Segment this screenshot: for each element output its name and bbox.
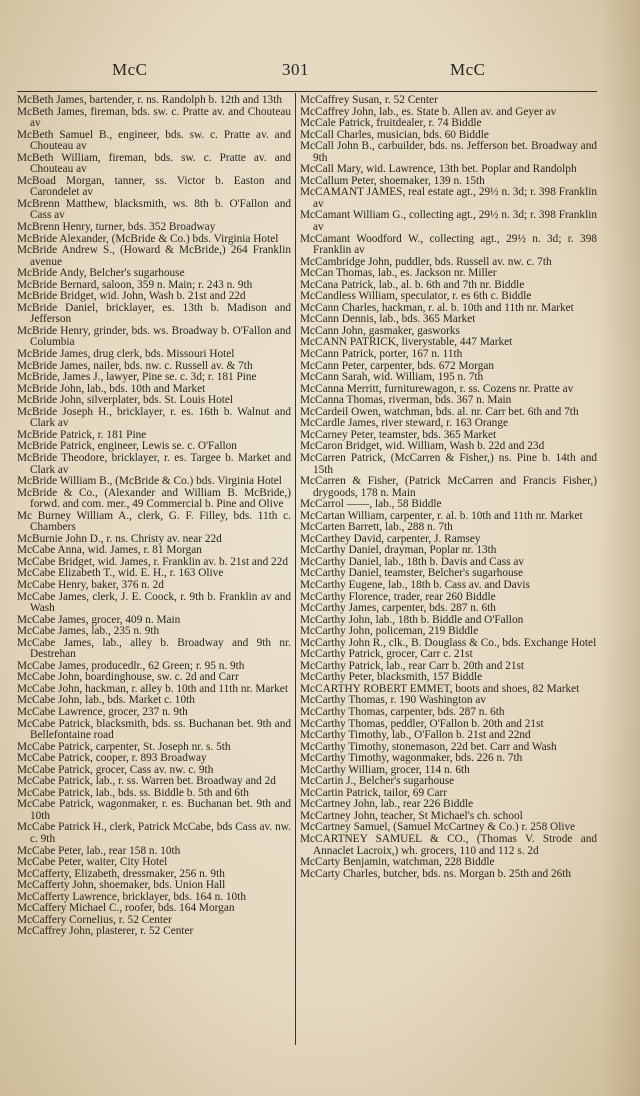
directory-entry: McBride James, nailer, bds. nw. c. Russell av. & 7th [17, 359, 253, 372]
directory-entry: McCandless William, speculator, r. es 6th c. Biddle [300, 290, 532, 303]
directory-entry: McCabe Patrick, cooper, r. 893 Broadway [17, 752, 207, 765]
directory-entry: McCarthy Florence, trader, rear 260 Biddle [300, 590, 496, 603]
directory-entry: McCANN PATRICK, liverystable, 447 Market [300, 336, 513, 349]
directory-entry: McCabe James, clerk, J. E. Coock, r. 9th b. Franklin av and Wash [17, 590, 291, 615]
directory-entry: McCarren Patrick, (McCarren & Fisher,) ns. Pine b. 14th and 15th [300, 451, 597, 476]
directory-entry: McCartin J., Belcher's sugarhouse [300, 775, 455, 788]
directory-entry: McCarthy Timothy, lab., O'Fallon b. 21st and 22nd [300, 729, 531, 742]
directory-entry: McCall Mary, wid. Lawrence, 13th bet. Poplar and Randolph [300, 163, 577, 176]
directory-entry: McCabe James, producedlr., 62 Green; r. 95 n. 9th [17, 659, 245, 672]
directory-entry: McCanna Thomas, riverman, bds. 367 n. Main [300, 394, 512, 407]
directory-entry: McBride & Co., (Alexander and William B. McBride,) forwd. and com. mer., 49 Commercial b. Pine and Olive [17, 486, 291, 511]
directory-entry: McCarthy Timothy, stonemason, 22d bet. Carr and Wash [300, 740, 557, 753]
directory-entry: McCARTHY ROBERT EMMET, boots and shoes, 82 Market [300, 682, 580, 695]
directory-entry: McCann Peter, carpenter, bds. 672 Morgan [300, 359, 495, 372]
directory-entry: McBrenn Matthew, blacksmith, ws. 8th b. O'Fallon and Cass av [17, 197, 291, 222]
directory-entry: McCamant William G., collecting agt., 29½ n. 3d; r. 398 Franklin av [300, 209, 597, 234]
directory-entry: McCartney Samuel, (Samuel McCartney & Co.) r. 258 Olive [300, 821, 576, 834]
directory-entry: McCann John, gasmaker, gasworks [300, 324, 460, 337]
directory-entry: McCan Thomas, lab., es. Jackson nr. Miller [300, 267, 497, 280]
directory-entry: McCarrol ——, lab., 58 Biddle [300, 498, 442, 511]
directory-entry: McCafferty John, shoemaker, bds. Union Hall [17, 879, 226, 892]
directory-entry: McBride John, lab., bds. 10th and Market [17, 382, 206, 395]
right-column [300, 95, 597, 880]
directory-entry: McBride Andrew S., (Howard & McBride,) 264 Franklin avenue [17, 244, 291, 268]
column-divider [295, 93, 296, 1045]
directory-entry: McCann Charles, hackman, r. al. b. 10th and 11th nr. Market [300, 301, 574, 314]
directory-entry: McCafferty, Elizabeth, dressmaker, 256 n. 9th [17, 867, 225, 880]
directory-entry: McCabe Patrick, grocer, Cass av. nw. c. 9th [17, 763, 214, 776]
directory-entry: McCaffrey John, plasterer, r. 52 Center [17, 925, 194, 938]
directory-entry: McCartin Patrick, tailor, 69 Carr [300, 786, 447, 799]
directory-entry: McCabe John, hackman, r. alley b. 10th and 11th nr. Market [17, 682, 288, 695]
directory-entry: McBrenn Henry, turner, bds. 352 Broadway [17, 221, 216, 234]
directory-entry: McCaffrey Susan, r. 52 Center [300, 94, 438, 106]
directory-entry: McCabe Elizabeth T., wid. E. H., r. 163 Olive [17, 567, 224, 580]
directory-entry: McCabe Patrick, blacksmith, bds. ss. Buchanan bet. 9th and Bellefontaine road [17, 717, 291, 742]
directory-entry: McCarthy John R., clk., B. Douglass & Co., bds. Exchange Hotel [300, 636, 597, 649]
directory-entry: McCabe Patrick H., clerk, Patrick McCabe, bds Cass av. nw. c. 9th [17, 821, 291, 845]
directory-entry: McCAMANT JAMES, real estate agt., 29½ n. 3d; r. 398 Franklin av [300, 186, 597, 210]
directory-entry: McCamant Woodford W., collecting agt., 29½ n. 3d; r. 398 Franklin av [300, 232, 597, 257]
page-edge-shadow [600, 0, 640, 1096]
directory-entry: McCartney John, lab., rear 226 Biddle [300, 798, 474, 811]
directory-entry: McCarthy Patrick, grocer, Carr c. 21st [300, 648, 473, 661]
page-number: 301 [282, 60, 309, 79]
directory-entry: McCartney John, teacher, St Michael's ch. school [300, 809, 523, 822]
directory-entry: McCabe James, lab., 235 n. 9th [17, 625, 160, 638]
directory-entry: McCabe Peter, waiter, City Hotel [17, 856, 168, 869]
directory-entry: McBride Henry, grinder, bds. ws. Broadway b. O'Fallon and Columbia [17, 324, 291, 349]
directory-entry: McBride, James J., lawyer, Pine se. c. 3d; r. 181 Pine [17, 371, 257, 384]
directory-entry: McCarthy Thomas, r. 190 Washington av [300, 694, 486, 707]
directory-entry: McCabe Patrick, carpenter, St. Joseph nr. s. 5th [17, 740, 231, 753]
directory-entry: McCartan William, carpenter, r. al. b. 10th and 11th nr. Market [300, 509, 583, 522]
directory-entry: McCarty Benjamin, watchman, 228 Biddle [300, 856, 495, 869]
directory-entry: McBurnie John D., r. ns. Christy av. near 22d [17, 532, 222, 545]
directory-entry: McCann Patrick, porter, 167 n. 11th [300, 348, 463, 361]
directory-entry: McCarthy Timothy, wagonmaker, bds. 226 n. 7th [300, 752, 523, 765]
directory-entry: McCarthy Thomas, peddler, O'Fallon b. 20th and 21st [300, 717, 544, 730]
directory-entry: McCana Patrick, lab., al. b. 6th and 7th nr. Biddle [300, 278, 525, 291]
directory-entry: McBeth James, bartender, r. ns. Randolph b. 12th and 13th [17, 94, 282, 106]
directory-entry: McBoad Morgan, tanner, ss. Victor b. Easton and Carondelet av [17, 174, 291, 199]
left-column [17, 95, 291, 938]
directory-entry: McBeth Samuel B., engineer, bds. sw. c. Pratte av. and Chouteau av [17, 128, 291, 153]
header-rule [17, 91, 597, 92]
directory-entry: McCabe Patrick, wagonmaker, r. es. Buchanan bet. 9th and 10th [17, 798, 291, 822]
directory-entry: McCarren & Fisher, (Patrick McCarren and Francis Fisher,) drygoods, 178 n. Main [300, 475, 597, 499]
directory-entry: McCabe Bridget, wid. James, r. Franklin av. b. 21st and 22d [17, 555, 288, 568]
directory-entry: McCarthy Daniel, drayman, Poplar nr. 13th [300, 544, 497, 557]
directory-entry: McCambridge John, puddler, bds. Russell av. nw. c. 7th [300, 255, 552, 268]
directory-entry: McBride John, silverplater, bds. St. Louis Hotel [17, 394, 234, 407]
directory-entry: McCallum Peter, shoemaker, 139 n. 15th [300, 174, 485, 187]
directory-entry: McCall Charles, musician, bds. 60 Biddle [300, 128, 489, 141]
directory-entry: McCanna Merritt, furniturewagon, r. ss. Cozens nr. Pratte av [300, 382, 574, 395]
directory-entry: McCardeil Owen, watchman, bds. al. nr. Carr bet. 6th and 7th [300, 405, 579, 418]
directory-entry: McCall John B., carbuilder, bds. ns. Jefferson bet. Broadway and 9th [300, 140, 597, 164]
directory-entry: McBride Joseph H., bricklayer, r. es. 16th b. Walnut and Clark av [17, 405, 291, 430]
directory-entry: McBride Patrick, engineer, Lewis se. c. O'Fallon [17, 440, 237, 453]
directory-entry: McCarthy Patrick, lab., rear Carr b. 20th and 21st [300, 659, 524, 672]
directory-entry: McCarthy James, carpenter, bds. 287 n. 6th [300, 602, 496, 615]
directory-entry: McCaffery Cornelius, r. 52 Center [17, 913, 172, 926]
directory-entry: McCarthy John, policeman, 219 Biddle [300, 625, 479, 638]
directory-entry: McCabe James, lab., alley b. Broadway and 9th nr. Destrehan [17, 636, 291, 661]
directory-entry: McCarthy Eugene, lab., 18th b. Cass av. and Davis [300, 578, 530, 591]
directory-entry: McCarthy Peter, blacksmith, 157 Biddle [300, 671, 483, 684]
directory-entry: McCardle James, river steward, r. 163 Orange [300, 417, 508, 430]
directory-entry: McCARTNEY SAMUEL & CO., (Thomas V. Strode and Annaclet Lacroix,) wh. grocers, 110 and 112 s. 2d [300, 833, 597, 857]
directory-entry: McBride Patrick, r. 181 Pine [17, 428, 147, 441]
directory-entry: McCabe Patrick, lab., bds. ss. Biddle b. 5th and 6th [17, 786, 249, 799]
directory-entry: McCaron Bridget, wid. William, Wash b. 22d and 23d [300, 440, 545, 453]
running-head-left: McC [112, 60, 148, 79]
running-head-right: McC [450, 60, 486, 79]
directory-entry: McCabe John, boardinghouse, sw. c. 2d and Carr [17, 671, 239, 684]
directory-entry: McCabe Peter, lab., rear 158 n. 10th [17, 844, 181, 857]
directory-entry: McCabe Lawrence, grocer, 237 n. 9th [17, 705, 188, 718]
directory-entry: McCabe Henry, baker, 376 n. 2d [17, 578, 164, 591]
directory-entry: McCarten Barrett, lab., 288 n. 7th [300, 521, 453, 534]
directory-entry: McCarthy Daniel, teamster, Belcher's sugarhouse [300, 567, 524, 580]
directory-entry: McCarthey David, carpenter, J. Ramsey [300, 532, 481, 545]
directory-entry: McCaffery Michael C., roofer, bds. 164 Morgan [17, 902, 235, 915]
directory-entry: McCabe Anna, wid. James, r. 81 Morgan [17, 544, 202, 557]
directory-entry: Mc Burney William A., clerk, G. F. Filley, bds. 11th c. Chambers [17, 509, 291, 534]
directory-entry: McCarney Peter, teamster, bds. 365 Market [300, 428, 497, 441]
directory-entry: McCabe Patrick, lab., r. ss. Warren bet. Broadway and 2d [17, 775, 276, 788]
directory-entry: McBride Bernard, saloon, 359 n. Main; r. 243 n. 9th [17, 278, 253, 291]
directory-entry: McBride Andy, Belcher's sugarhouse [17, 267, 185, 280]
directory-entry: McCabe John, lab., bds. Market c. 10th [17, 694, 195, 707]
directory-entry: McCarthy Daniel, lab., 18th b. Davis and Cass av [300, 555, 525, 568]
directory-entry: McCarthy John, lab., 18th b. Biddle and O'Fallon [300, 613, 524, 626]
directory-entry: McBeth James, fireman, bds. sw. c. Pratte av. and Chouteau av [17, 105, 291, 130]
directory-entry: McCann Sarah, wid. William, 195 n. 7th [300, 371, 484, 384]
directory-entry: McBride Daniel, bricklayer, es. 13th b. Madison and Jefferson [17, 301, 291, 326]
directory-entry: McCabe James, grocer, 409 n. Main [17, 613, 181, 626]
directory-entry: McCann Dennis, lab., bds. 365 Market [300, 313, 476, 326]
directory-entry: McBride Alexander, (McBride & Co.) bds. Virginia Hotel [17, 232, 279, 245]
directory-entry: McCarthy Thomas, carpenter, bds. 287 n. 6th [300, 705, 505, 718]
directory-entry: McCarty Charles, butcher, bds. ns. Morgan b. 25th and 26th [300, 867, 572, 880]
directory-entry: McCarthy William, grocer, 114 n. 6th [300, 763, 470, 776]
directory-entry: McCafferty Lawrence, bricklayer, bds. 164 n. 10th [17, 890, 246, 903]
directory-entry: McCale Patrick, fruitdealer, r. 74 Biddle [300, 117, 482, 130]
directory-entry: McBride James, drug clerk, bds. Missouri Hotel [17, 348, 235, 361]
directory-entry: McBeth William, fireman, bds. sw. c. Pratte av. and Chouteau av [17, 151, 291, 176]
directory-entry: McBride Theodore, bricklayer, r. es. Targee b. Market and Clark av [17, 451, 291, 476]
directory-entry: McCaffrey John, lab., es. State b. Allen av. and Geyer av [300, 105, 557, 118]
directory-entry: McBride William B., (McBride & Co.) bds. Virginia Hotel [17, 475, 282, 488]
directory-entry: McBride Bridget, wid. John, Wash b. 21st and 22d [17, 290, 246, 303]
